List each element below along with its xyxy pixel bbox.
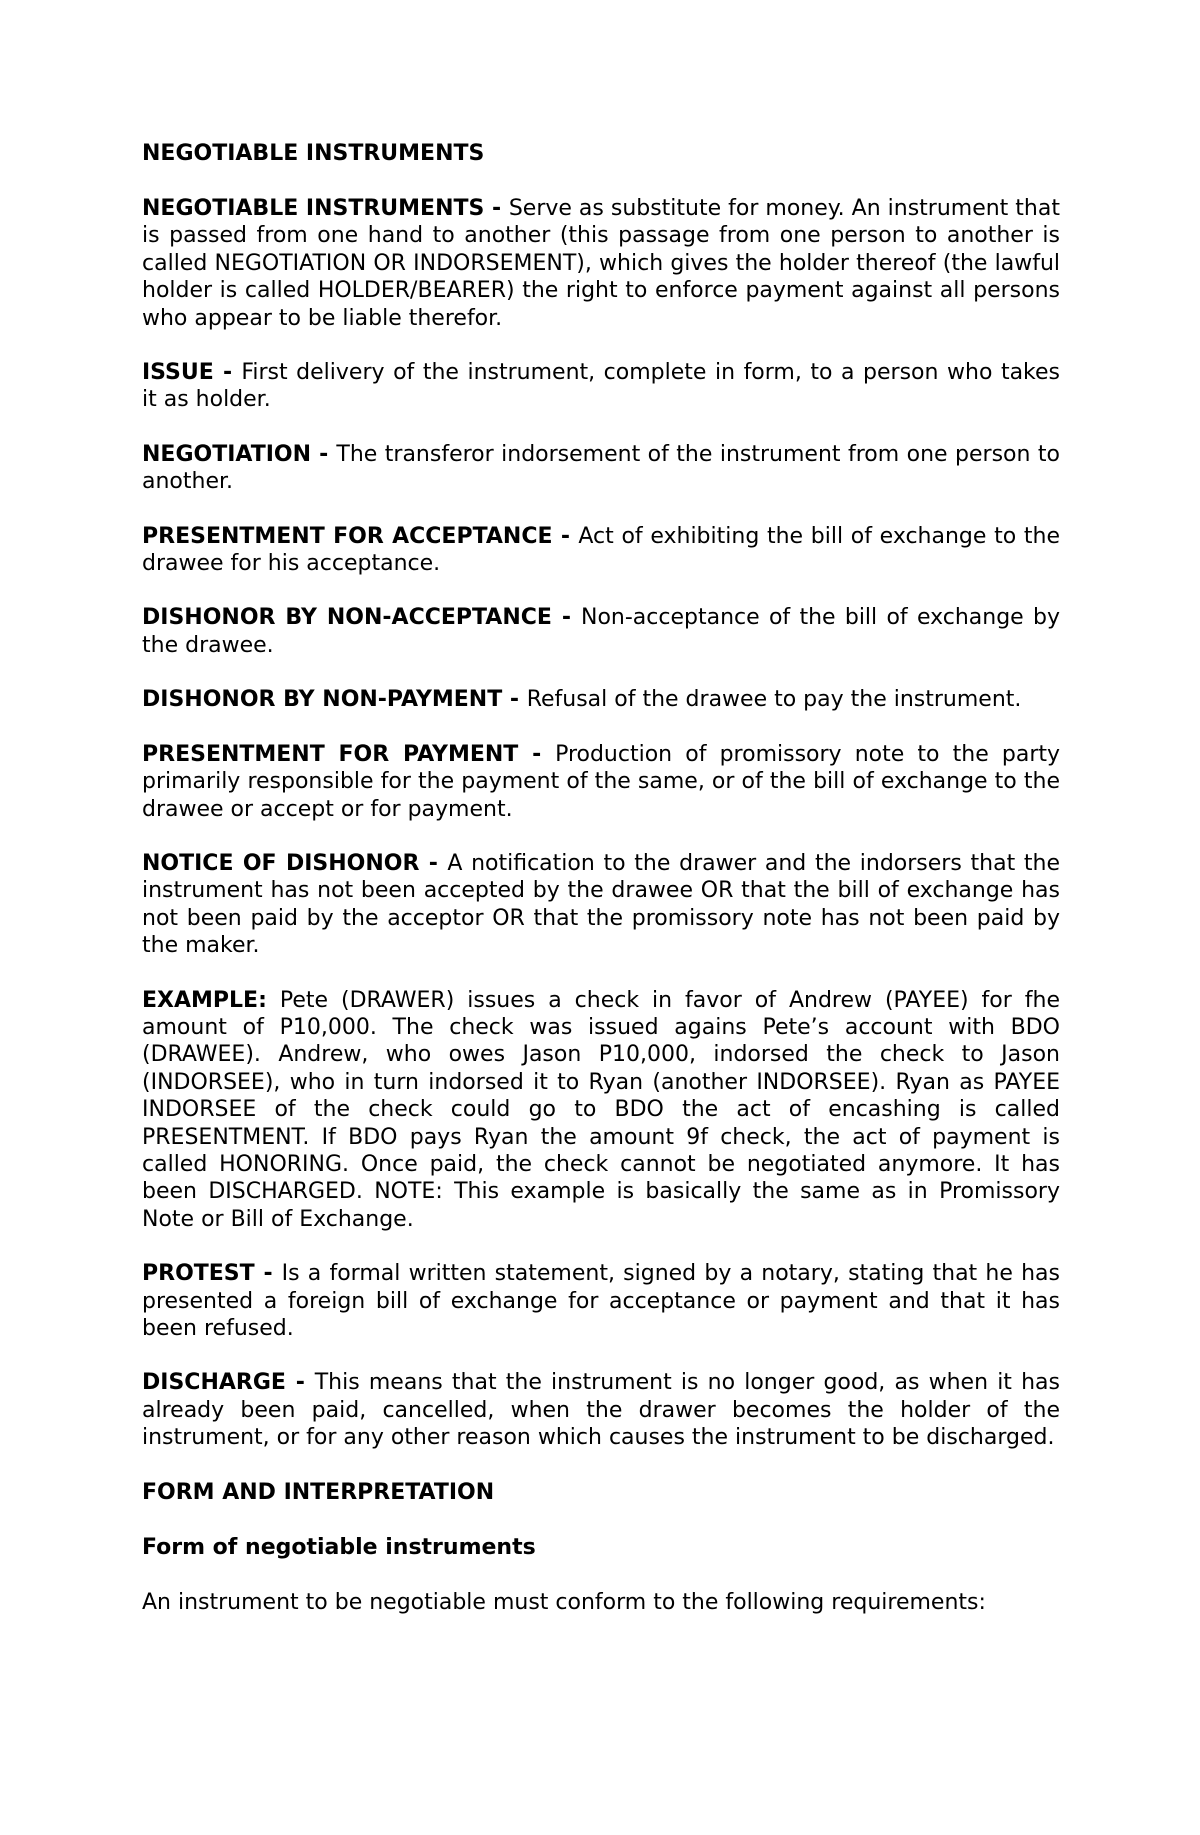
definition-presentment-for-payment — [142, 741, 1060, 823]
definition-separator: - — [502, 687, 527, 713]
definition-term: DISCHARGE — [142, 1370, 286, 1396]
document-page — [142, 140, 1060, 1616]
definition-text: The transferor indorsement of the instrument from one person to another. — [142, 441, 1060, 495]
definition-term: NEGOTIATION — [142, 441, 312, 467]
definition-separator: - — [552, 523, 579, 549]
definition-separator: - — [419, 850, 448, 876]
definition-text: This means that the instrument is no longer good, as when it has already been paid, cancelled, when the drawer becomes the holder of the instrument, or for any other reason which causes the instrument to be discharged. — [142, 1370, 1060, 1451]
definition-text: Production of promissory note to the party primarily responsible for the payment of the same, or of the bill of exchange to the drawee or accept or for payment. — [142, 741, 1061, 822]
definition-protest — [142, 1260, 1060, 1342]
definition-term: PRESENTMENT FOR PAYMENT — [142, 741, 519, 767]
subsection-heading: Form of negotiable instruments — [142, 1534, 536, 1560]
definition-separator: - — [311, 441, 337, 467]
definition-text: Non-acceptance of the bill of exchange by the drawee. — [142, 605, 1060, 658]
definition-negotiable-instruments — [142, 195, 1060, 332]
definition-negotiation — [142, 441, 1060, 496]
definition-issue — [142, 359, 1060, 414]
definition-text: Is a formal written statement, signed by a notary, stating that he has presented a foreign bill of exchange for acceptance or payment and that it has been refused. — [142, 1261, 1061, 1341]
definition-term: NEGOTIABLE INSTRUMENTS — [142, 196, 485, 221]
definition-separator: - — [484, 196, 509, 221]
definition-presentment-for-acceptance — [142, 523, 1060, 578]
definition-term: NOTICE OF DISHONOR — [142, 850, 420, 876]
definition-text: First delivery of the instrument, complete in form, to a person who takes it as holder. — [142, 360, 1061, 413]
definition-text: Refusal of the drawee to pay the instrument. — [526, 687, 1022, 713]
definition-separator: - — [518, 741, 556, 767]
example-paragraph — [142, 987, 1060, 1234]
definition-separator: - — [285, 1370, 315, 1396]
definition-term: PROTEST — [142, 1261, 255, 1287]
definition-dishonor-by-non-acceptance — [142, 604, 1060, 659]
definition-separator: - — [551, 605, 581, 631]
definition-text: A notification to the drawer and the indorsers that the instrument has not been accepted by the drawee OR that the bill of exchange has not been paid by the acceptor OR that the promissory note has not been paid by the maker. — [142, 850, 1061, 959]
definition-term: ISSUE — [142, 360, 214, 386]
definition-discharge — [142, 1369, 1060, 1451]
definition-separator: - — [254, 1261, 282, 1287]
document-title: NEGOTIABLE INSTRUMENTS — [142, 141, 485, 166]
definition-separator: - — [213, 360, 242, 386]
definition-text: Serve as substitute for money. An instrument that is passed from one hand to another (this passage from one person to another is called NEGOTIATION OR INDORSEMENT), which gives the holder thereof (the lawful holder is called HOLDER/BEARER) the right to enforce payment against all persons who appear to be liable therefor. — [142, 196, 1060, 331]
section-heading: FORM AND INTERPRETATION — [142, 1479, 495, 1505]
definition-term: EXAMPLE: — [142, 987, 267, 1013]
definition-text: Pete (DRAWER) issues a check in favor of Andrew (PAYEE) for fhe amount of P10,000. The check was issued agains Pete’s account with BDO (DRAWEE). Andrew, who owes Jason P10,000, indorsed the check to Jason (INDORSEE), who in turn indorsed it to Ryan (another INDORSEE). Ryan as PAYEE INDORSEE of the check could go to BDO the act of encashing is called PRESENTMENT. If BDO pays Ryan the amount 9f check, the act of payment is called HONORING. Once paid, the check cannot be negotiated anymore. It has been DISCHARGED. NOTE: This example is basically the same as in Promissory Note or Bill of Exchange. — [142, 987, 1060, 1232]
definition-term: PRESENTMENT FOR ACCEPTANCE — [142, 523, 553, 549]
definition-dishonor-by-non-payment — [142, 686, 1060, 713]
definition-text: Act of exhibiting the bill of exchange to the drawee for his acceptance. — [142, 523, 1060, 577]
definition-separator — [267, 988, 280, 1013]
definition-notice-of-dishonor — [142, 850, 1060, 960]
closing-text: An instrument to be negotiable must conform to the following requirements: — [142, 1589, 986, 1615]
definition-term: DISHONOR BY NON-PAYMENT — [142, 687, 503, 713]
definition-term: DISHONOR BY NON-ACCEPTANCE — [142, 605, 552, 631]
